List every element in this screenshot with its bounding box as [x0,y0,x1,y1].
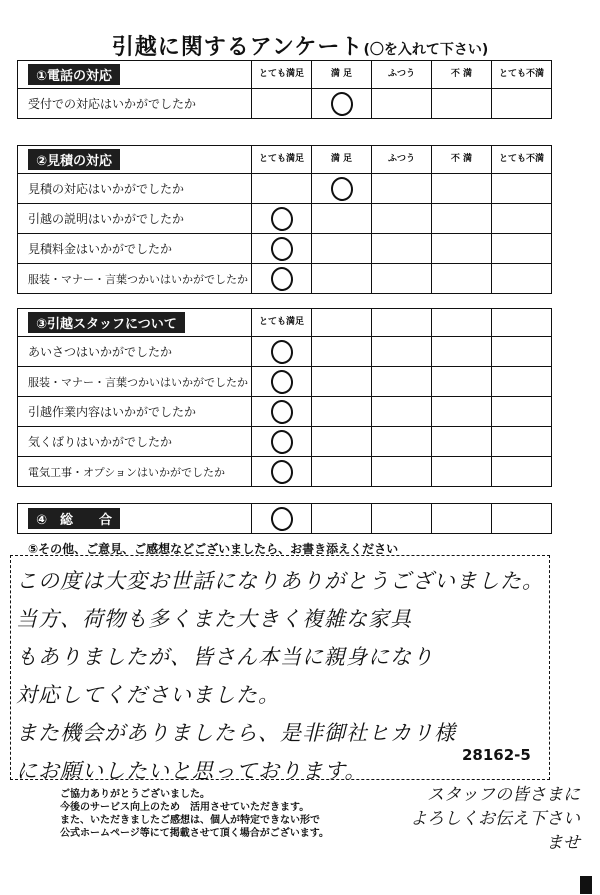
rating-header [492,309,552,337]
thanks-line: また、いただきましたご感想は、個人が特定できない形で [60,815,320,826]
rating-cell[interactable] [312,89,372,119]
rating-cell[interactable] [252,367,312,397]
question-row [18,427,552,457]
rating-cell[interactable] [252,337,312,367]
rating-cell[interactable] [492,89,552,119]
circle-mark-icon [269,505,294,532]
rating-cell[interactable] [372,204,432,234]
rating-header: 不 満 [432,61,492,89]
rating-cell[interactable] [372,397,432,427]
thanks-note [60,788,329,840]
circle-mark-icon [269,398,294,425]
staff-message-line: よろしくお伝え下さい [410,809,580,829]
rating-cell[interactable] [432,337,492,367]
rating-cell[interactable] [252,457,312,487]
page-title [0,30,600,61]
rating-cell[interactable] [432,367,492,397]
rating-cell[interactable] [252,397,312,427]
rating-cell[interactable] [312,337,372,367]
comment-line: にお願いしたいと思っております。 [16,759,367,783]
circle-mark-icon [269,265,294,292]
rating-cell[interactable] [252,427,312,457]
rating-cell[interactable] [492,234,552,264]
rating-cell[interactable] [492,397,552,427]
rating-cell[interactable] [492,427,552,457]
question-label: あいさつはいかがでしたか [18,337,252,367]
rating-header: ふつう [372,146,432,174]
rating-cell[interactable] [312,367,372,397]
question-row [18,337,552,367]
rating-header [432,309,492,337]
rating-cell[interactable] [432,89,492,119]
question-label: 電気工事・オプションはいかがでしたか [18,457,252,487]
rating-cell[interactable] [312,457,372,487]
rating-cell[interactable] [372,457,432,487]
circle-mark-icon [269,458,294,485]
rating-header: 満 足 [312,61,372,89]
rating-cell[interactable] [372,337,432,367]
thanks-line: ご協力ありがとうございました。 [60,789,210,800]
rating-header: とても満足 [252,61,312,89]
section-overall-table [17,503,552,534]
rating-cell[interactable] [432,204,492,234]
thanks-line: 今後のサービス向上のため 活用させていただきます。 [60,802,310,813]
rating-cell[interactable] [312,234,372,264]
rating-cell[interactable] [492,174,552,204]
section-phone-table [17,60,552,119]
rating-cell[interactable] [372,427,432,457]
rating-cell[interactable] [312,427,372,457]
question-row [18,174,552,204]
circle-mark-icon [269,205,294,232]
section-staff-table [17,308,552,487]
rating-cell[interactable] [312,504,372,534]
section-header [18,309,252,337]
question-row [18,234,552,264]
circle-mark-icon [329,175,354,202]
rating-cell[interactable] [492,367,552,397]
rating-cell[interactable] [372,89,432,119]
rating-cell[interactable] [312,204,372,234]
rating-cell[interactable] [432,397,492,427]
rating-cell[interactable] [252,204,312,234]
question-row [18,367,552,397]
question-label: 引越の説明はいかがでしたか [18,204,252,234]
rating-cell[interactable] [432,264,492,294]
document-number: 28162-5 [462,746,531,764]
question-row [18,457,552,487]
question-label: 引越作業内容はいかがでしたか [18,397,252,427]
question-row [18,397,552,427]
rating-cell[interactable] [372,504,432,534]
circle-mark-icon [269,428,294,455]
rating-cell[interactable] [372,367,432,397]
rating-header [372,309,432,337]
question-label: 服装・マナー・言葉つかいはいかがでしたか [18,367,252,397]
circle-mark-icon [269,235,294,262]
thanks-line: 公式ホームページ等にて掲載させて頂く場合がございます。 [60,828,329,839]
staff-message [368,783,580,855]
rating-cell[interactable] [432,504,492,534]
rating-cell[interactable] [252,264,312,294]
rating-cell[interactable] [252,174,312,204]
rating-cell[interactable] [432,457,492,487]
question-label: 受付での対応はいかがでしたか [18,89,252,119]
comment-line: この度は大変お世話になりありがとうございました。 [16,569,544,593]
rating-cell[interactable] [372,174,432,204]
rating-header: とても不満 [492,146,552,174]
question-label: 服装・マナー・言葉つかいはいかがでしたか [18,264,252,294]
rating-cell[interactable] [312,174,372,204]
rating-header: とても不満 [492,61,552,89]
rating-header: とても満足 [252,309,312,337]
rating-cell[interactable] [432,427,492,457]
section-header [18,61,252,89]
circle-mark-icon [269,338,294,365]
section-label: ①電話の対応 [28,64,120,85]
rating-cell[interactable] [432,174,492,204]
circle-mark-icon [329,90,354,117]
section-label: ②見積の対応 [28,149,120,170]
rating-cell[interactable] [372,264,432,294]
rating-cell[interactable] [492,264,552,294]
comment-line: また機会がありましたら、是非御社ヒカリ様 [16,721,456,745]
rating-header: ふつう [372,61,432,89]
comment-heading: ⑤その他、ご意見、ご感想などございましたら、お書き添えください [28,542,399,556]
comment-line: 当方、荷物も多くまた大きく複雑な家具 [16,607,412,631]
section-header [18,504,252,534]
title-sub: (〇を入れて下さい) [363,42,489,58]
rating-header [312,309,372,337]
rating-cell[interactable] [492,337,552,367]
section-estimate-table [17,145,552,294]
rating-cell[interactable] [312,264,372,294]
question-row [18,89,552,119]
question-row [18,504,552,534]
staff-message-line: ませ [546,833,580,853]
comment-line: 対応してくださいました。 [16,683,280,707]
rating-cell[interactable] [432,234,492,264]
title-main: 引越に関するアンケート [111,35,364,60]
question-row [18,264,552,294]
rating-cell[interactable] [492,504,552,534]
section-label: ④ 総 合 [28,508,120,529]
question-label: 気くばりはいかがでしたか [18,427,252,457]
rating-header: 不 満 [432,146,492,174]
question-label: 見積料金はいかがでしたか [18,234,252,264]
rating-cell[interactable] [252,234,312,264]
rating-cell[interactable] [492,457,552,487]
rating-cell[interactable] [372,234,432,264]
staff-message-line: スタッフの皆さまに [427,785,580,805]
question-label: 見積の対応はいかがでしたか [18,174,252,204]
rating-cell[interactable] [252,504,312,534]
comment-line: もありましたが、皆さん本当に親身になり [16,645,434,669]
section-label: ③引越スタッフについて [28,312,185,333]
rating-cell[interactable] [312,397,372,427]
rating-cell[interactable] [492,204,552,234]
circle-mark-icon [269,368,294,395]
rating-header: とても満足 [252,146,312,174]
rating-cell[interactable] [252,89,312,119]
corner-mark [580,876,592,894]
section-header [18,146,252,174]
rating-header: 満 足 [312,146,372,174]
question-row [18,204,552,234]
